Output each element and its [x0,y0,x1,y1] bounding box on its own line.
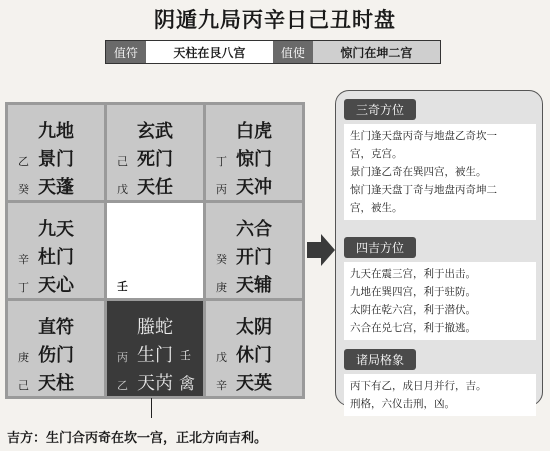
analysis-panel [335,90,543,410]
zhishi-label: 值使 [273,41,313,63]
palace-door: 景门 [38,149,74,170]
palace-star: 天芮 [137,373,173,394]
palace-stem: 癸 [216,253,227,266]
section-header: 诸局格象 [344,349,416,370]
palace-star: 天辅 [236,275,272,296]
sanqi-line: 惊门逢天盘丁奇与地盘丙奇坤二 [350,184,497,196]
palace-stem: 乙 [117,379,128,392]
palace-door: 伤门 [38,345,74,366]
sanqi-section [344,99,536,220]
palace-stem: 丁 [216,155,227,168]
palace-door: 休门 [236,345,272,366]
palace-stem: 辛 [216,379,227,392]
palace-door: 杜门 [38,247,74,268]
geju-body [344,374,536,416]
sanqi-line: 宫，被生。 [350,202,403,214]
palace-god: 螣蛇 [137,317,173,338]
palace-stem: 戊 [216,351,227,364]
palace-stem: 庚 [216,281,227,294]
siji-section [344,237,536,340]
qimen-grid [5,102,305,399]
palace-god: 玄武 [137,121,173,142]
palace-door: 开门 [236,247,272,268]
arrow-right-icon [305,232,337,268]
palace-door: 生门 [137,345,173,366]
palace-stem: 辛 [18,253,29,266]
sanqi-body [344,124,536,220]
palace-stem: 丁 [18,281,29,294]
sanqi-line: 景门逢乙奇在巽四宫，被生。 [350,166,487,178]
palace-door: 死门 [137,149,173,170]
siji-line: 九天在震三宫，利于出击。 [350,268,476,280]
palace-stem: 癸 [18,183,29,196]
palace-star-right: 禽 [178,374,195,393]
palace-ne [206,105,302,200]
palace-stem: 庚 [18,351,29,364]
section-header: 四吉方位 [344,237,416,258]
palace-w [8,203,104,298]
palace-god: 九地 [38,121,74,142]
zhifu-value: 天柱在艮八宫 [146,41,273,63]
duty-bar [105,40,441,64]
palace-stem: 丙 [216,183,227,196]
palace-star: 天英 [236,373,272,394]
palace-n [107,105,203,200]
palace-star: 天冲 [236,177,272,198]
palace-stem-right: 壬 [180,349,191,362]
sanqi-line: 生门逢天盘丙奇与地盘乙奇坎一 [350,130,497,142]
palace-god: 白虎 [236,121,272,142]
page-title: 阴遁九局丙辛日己丑时盘 [154,7,396,32]
zhishi-value: 惊门在坤二宫 [313,41,440,63]
palace-stem: 己 [18,379,29,392]
palace-se [206,301,302,396]
sanqi-line: 宫，克宫。 [350,148,403,160]
section-header: 三奇方位 [344,99,416,120]
geju-line: 刑格，六仪击刑，凶。 [350,398,455,410]
siji-line: 太阴在乾六宫，利于潜伏。 [350,304,476,316]
palace-stem: 乙 [18,155,29,168]
palace-nw [8,105,104,200]
siji-body [344,262,536,340]
pointer-line [151,398,152,418]
palace-god: 六合 [236,219,272,240]
palace-star: 天柱 [38,373,74,394]
palace-stem: 丙 [117,351,128,364]
geju-section [344,349,536,416]
palace-s [107,301,203,396]
palace-star: 天蓬 [38,177,74,198]
palace-sw [8,301,104,396]
palace-star: 天任 [137,177,173,198]
palace-door: 惊门 [236,149,272,170]
palace-god: 直符 [38,317,74,338]
palace-god: 太阴 [236,317,272,338]
geju-line: 丙下有乙，成日月并行，吉。 [350,380,487,392]
center-stem: 壬 [117,280,128,293]
palace-stem: 己 [117,155,128,168]
auspicious-note: 吉方：生门合丙奇在坎一宫，正北方向吉利。 [7,431,268,446]
palace-star: 天心 [38,275,74,296]
siji-line: 九地在巽四宫，利于驻防。 [350,286,476,298]
palace-e [206,203,302,298]
palace-stem: 戊 [117,183,128,196]
palace-god: 九天 [38,219,74,240]
zhifu-label: 值符 [106,41,146,63]
siji-line: 六合在兑七宫，利于撤逃。 [350,322,476,334]
